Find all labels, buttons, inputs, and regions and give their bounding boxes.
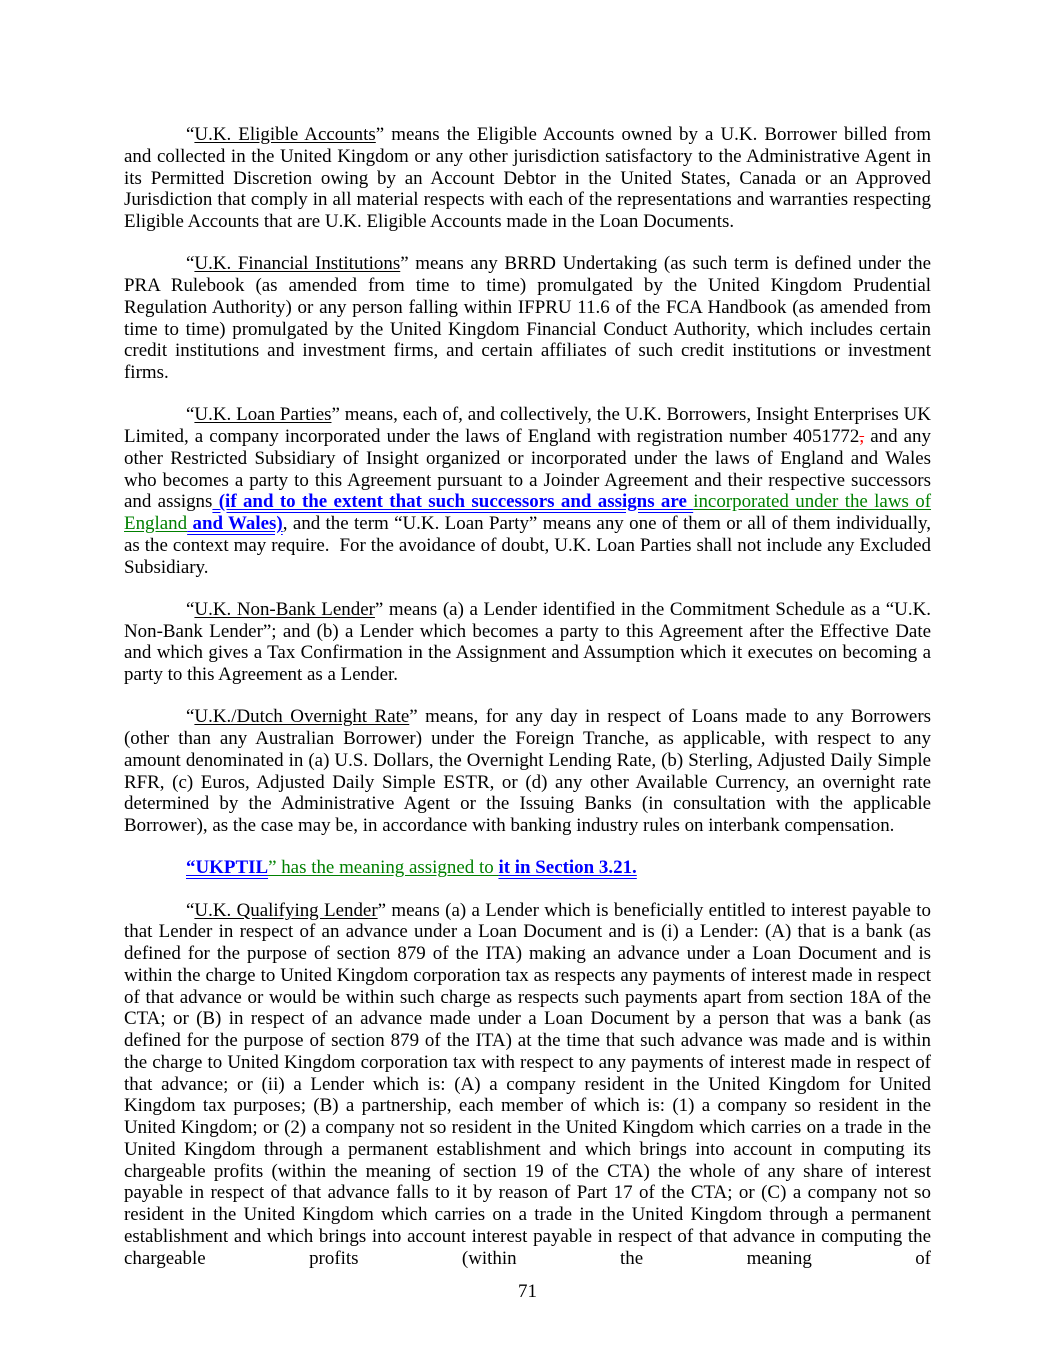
definition-text: ” means (a) a Lender identified in the Commitment Schedule as a “U.K. Non-Bank Lender”; and (b) a Lender which becomes a party to this Agreement after the Effective Date and which gives a Tax Confirmation in the Assignment and Assumption which it executes on becoming a party to this Agreement as a Lender.	[124, 598, 931, 685]
moved-text: incorporated under the laws of England	[124, 491, 932, 534]
definition-text: ” means, for any day in respect of Loans made to any Borrowers (other than any Australian Borrower) under the Foreign Tranche, as applicable, with respect to any amount denominated in (a) U.S. Dollars, the Overnight Lending Rate, (b) Sterling, Adjusted Daily Simple RFR, (c) Euros, Adjusted Daily Simple ESTR, or (d) any other Available Currency, an overnight rate determined by the Administrative Agent or the Issuing Banks (in consultation with the applicable Borrower), as the case may be, in accordance with banking industry rules on interbank compensation.	[124, 706, 931, 836]
inserted-text: it in Section 3.21.	[498, 857, 637, 879]
deleted-text: ,	[859, 426, 865, 447]
definition-text: , and the term “U.K. Loan Party” means any one of them or all of them individually, as the context may require. For the avoidance of doubt, U.K. Loan Parties shall not include any Excluded Subsidiary.	[124, 513, 931, 578]
inserted-text: and Wales)	[187, 513, 283, 534]
definition-uk-loan-parties	[124, 404, 931, 578]
open-quote: “	[186, 253, 195, 275]
definition-uk-dutch-overnight-rate	[124, 706, 931, 837]
inserted-text: “UKPTIL	[186, 857, 269, 879]
defined-term: U.K. Financial Institutions	[194, 253, 401, 275]
definition-text: ” means the Eligible Accounts owned by a U.K. Borrower billed from and collected in the United Kingdom or any other jurisdiction satisfactory to the Administrative Agent in its Permitted Discretion owing by an Account Debtor in the United States, Canada or an Approved Jurisdiction that comply in all material respects with each of the representations and warranties respecting Eligible Accounts that are U.K. Eligible Accounts made in the Loan Documents.	[124, 124, 931, 232]
inserted-text: (if and to the extent that such successors and assigns are	[212, 491, 694, 513]
definition-text: ” means, each of, and collectively, the U.K. Borrowers, Insight Enterprises UK Limited, a company incorporated under the laws of England with registration number 4051772	[124, 404, 931, 447]
defined-term: U.K. Non-Bank Lender	[194, 598, 375, 620]
open-quote: “	[186, 124, 195, 145]
defined-term: U.K. Eligible Accounts	[194, 124, 376, 145]
defined-term: U.K. Qualifying Lender	[194, 899, 378, 921]
moved-text: ” has the meaning assigned to	[268, 857, 499, 879]
definition-uk-non-bank-lender	[124, 599, 931, 686]
open-quote: “	[186, 706, 195, 728]
defined-term: U.K./Dutch Overnight Rate	[194, 706, 410, 728]
definition-ukptil	[124, 857, 931, 879]
open-quote: “	[186, 899, 195, 921]
definition-text: ” means (a) a Lender which is beneficially entitled to interest payable to that Lender in respect of an advance under a Loan Document and is (i) a Lender: (A) that is a bank (as defined for the purpose of section 879 of the ITA) making an advance under a Loan Document and is within the charge to United Kingdom corporation tax as respects any payments of interest made in respect of that advance or would be within such charge as respects such payments apart from section 18A of the CTA; or (B) in respect of an advance made under a Loan Document by a person that was a bank (as defined for the purpose of section 879 of the ITA) at the time that such advance was made and is within the charge to United Kingdom corporation tax with respect to any payments of interest made in respect of that advance; or (ii) a Lender which is: (A) a company resident in the United Kingdom for United Kingdom tax purposes; (B) a partnership, each member of which is: (1) a company so resident in the United Kingdom; or (2) a company not so resident in the United Kingdom which carries on a trade in the United Kingdom through a permanent establishment and which brings into account in computing its chargeable profits (within the meaning of section 19 of the CTA) the whole of any share of interest payable in respect of that advance falls to it by reason of Part 17 of the CTA; or (C) a company not so resident in the United Kingdom which carries on a trade in the United Kingdom through a permanent establishment and which brings into account interest payable in respect of that advance in computing the chargeable profits (within the meaning of	[124, 899, 931, 1269]
open-quote: “	[186, 598, 195, 620]
definition-uk-financial-institutions	[124, 253, 931, 384]
definition-text: and any other Restricted Subsidiary of Insight organized or incorporated under the laws of England and Wales who becomes a party to this Agreement pursuant to a Joinder Agreement and their respective successors and assigns	[124, 426, 931, 513]
definition-uk-qualifying-lender	[124, 900, 931, 1270]
page-number: 71	[518, 1281, 537, 1302]
open-quote: “	[186, 404, 195, 426]
definition-text: ” means any BRRD Undertaking (as such term is defined under the PRA Rulebook (as amended from time to time) promulgated by the United Kingdom Prudential Regulation Authority) or any person falling within IFPRU 11.6 of the FCA Handbook (as amended from time to time) promulgated by the United Kingdom Financial Conduct Authority, which includes certain credit institutions and investment firms, and certain affiliates of such credit institutions or investment firms.	[124, 253, 931, 383]
defined-term: U.K. Loan Parties	[194, 404, 332, 426]
definition-uk-eligible-accounts	[124, 124, 931, 233]
